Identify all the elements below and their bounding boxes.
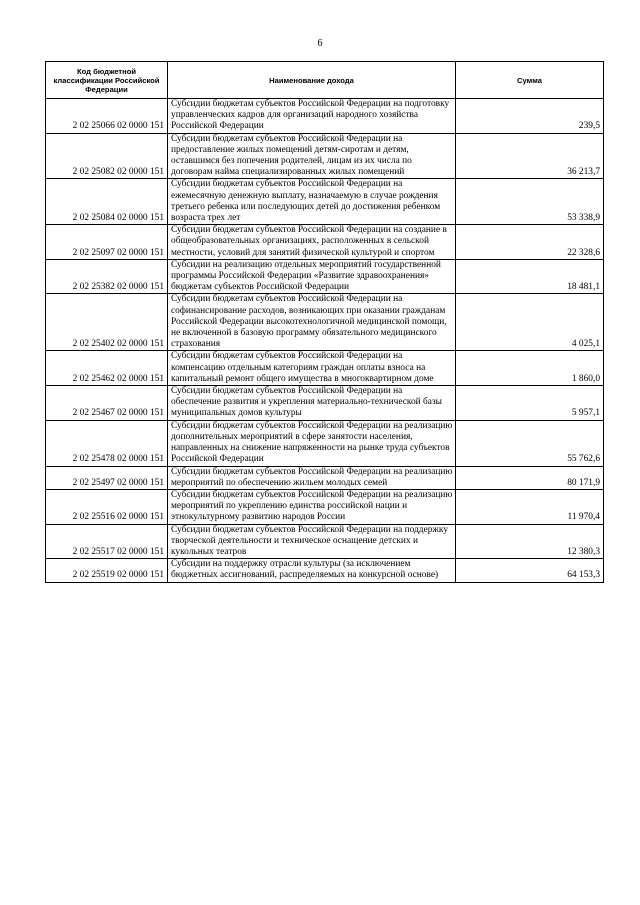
header-code: Код бюджетной классификации Российской Федерации [46,62,168,99]
row-code: 2 02 25084 02 0000 151 [46,179,168,225]
row-name: Субсидии бюджетам субъектов Российской Федерации на поддержку творческой деятельности и техническое оснащение детских и кукольных театров [168,524,456,559]
table-row [46,386,604,421]
row-name: Субсидии бюджетам субъектов Российской Федерации на реализацию дополнительных мероприятий в сфере занятости населения, направленных на снижение напряженности на рынке труда субъектов Российской Федерации [168,420,456,466]
table-row [46,99,604,134]
row-code: 2 02 25462 02 0000 151 [46,351,168,386]
row-code: 2 02 25467 02 0000 151 [46,386,168,421]
table-row [46,225,604,260]
row-name: Субсидии бюджетам субъектов Российской Федерации на реализацию мероприятий по обеспечению жильем молодых семей [168,466,456,489]
row-code: 2 02 25082 02 0000 151 [46,133,168,179]
row-code: 2 02 25517 02 0000 151 [46,524,168,559]
row-sum: 64 153,3 [456,559,604,582]
row-sum: 11 970,4 [456,489,604,524]
table-row [46,294,604,351]
table-row [46,489,604,524]
row-code: 2 02 25519 02 0000 151 [46,559,168,582]
table-row [46,259,604,294]
row-name: Субсидии бюджетам субъектов Российской Федерации на софинансирование расходов, возникающих при оказании гражданам Российской Федерации высокотехнологичной медицинской помощи, не включенной в базовую программу обязательного медицинского страхования [168,294,456,351]
row-name: Субсидии бюджетам субъектов Российской Федерации на ежемесячную денежную выплату, назначаемую в случае рождения третьего ребенка или последующих детей до достижения ребенком возраста трех лет [168,179,456,225]
row-name: Субсидии на поддержку отрасли культуры (за исключением бюджетных ассигнований, распределяемых на конкурсной основе) [168,559,456,582]
row-name: Субсидии бюджетам субъектов Российской Федерации на предоставление жилых помещений детям-сиротам и детям, оставшимся без попечения родителей, лицам из их числа по договорам найма специализированных жилых помещений [168,133,456,179]
row-sum: 12 380,3 [456,524,604,559]
row-code: 2 02 25066 02 0000 151 [46,99,168,134]
header-sum: Сумма [456,62,604,99]
row-code: 2 02 25478 02 0000 151 [46,420,168,466]
row-sum: 80 171,9 [456,466,604,489]
row-code: 2 02 25097 02 0000 151 [46,225,168,260]
row-name: Субсидии бюджетам субъектов Российской Федерации на подготовку управленческих кадров для организаций народного хозяйства Российской Федерации [168,99,456,134]
row-code: 2 02 25516 02 0000 151 [46,489,168,524]
table-row [46,466,604,489]
row-sum: 22 328,6 [456,225,604,260]
row-sum: 18 481,1 [456,259,604,294]
row-sum: 4 025,1 [456,294,604,351]
table-row [46,351,604,386]
row-name: Субсидии на реализацию отдельных мероприятий государственной программы Российской Федерации «Развитие здравоохранения» бюджетам субъектов Российской Федерации [168,259,456,294]
table-row [46,179,604,225]
row-name: Субсидии бюджетам субъектов Российской Федерации на компенсацию отдельным категориям граждан оплаты взноса на капитальный ремонт общего имущества в многоквартирном доме [168,351,456,386]
row-code: 2 02 25382 02 0000 151 [46,259,168,294]
row-code: 2 02 25402 02 0000 151 [46,294,168,351]
table-row [46,420,604,466]
row-name: Субсидии бюджетам субъектов Российской Федерации на создание в общеобразовательных организациях, расположенных в сельской местности, условий для занятий физической культурой и спортом [168,225,456,260]
table-header-row [46,62,604,99]
table-row [46,524,604,559]
row-sum: 239,5 [456,99,604,134]
page-number: 6 [317,38,323,49]
table-row [46,133,604,179]
row-code: 2 02 25497 02 0000 151 [46,466,168,489]
row-sum: 1 860,0 [456,351,604,386]
row-name: Субсидии бюджетам субъектов Российской Федерации на реализацию мероприятий по укреплению единства российской нации и этнокультурному развитию народов России [168,489,456,524]
revenue-table [45,61,604,583]
row-sum: 36 213,7 [456,133,604,179]
row-sum: 55 762,6 [456,420,604,466]
header-name: Наименование дохода [168,62,456,99]
row-name: Субсидии бюджетам субъектов Российской Федерации на обеспечение развития и укрепления материально-технической базы муниципальных домов культуры [168,386,456,421]
row-sum: 5 957,1 [456,386,604,421]
table-row [46,559,604,582]
row-sum: 53 338,9 [456,179,604,225]
